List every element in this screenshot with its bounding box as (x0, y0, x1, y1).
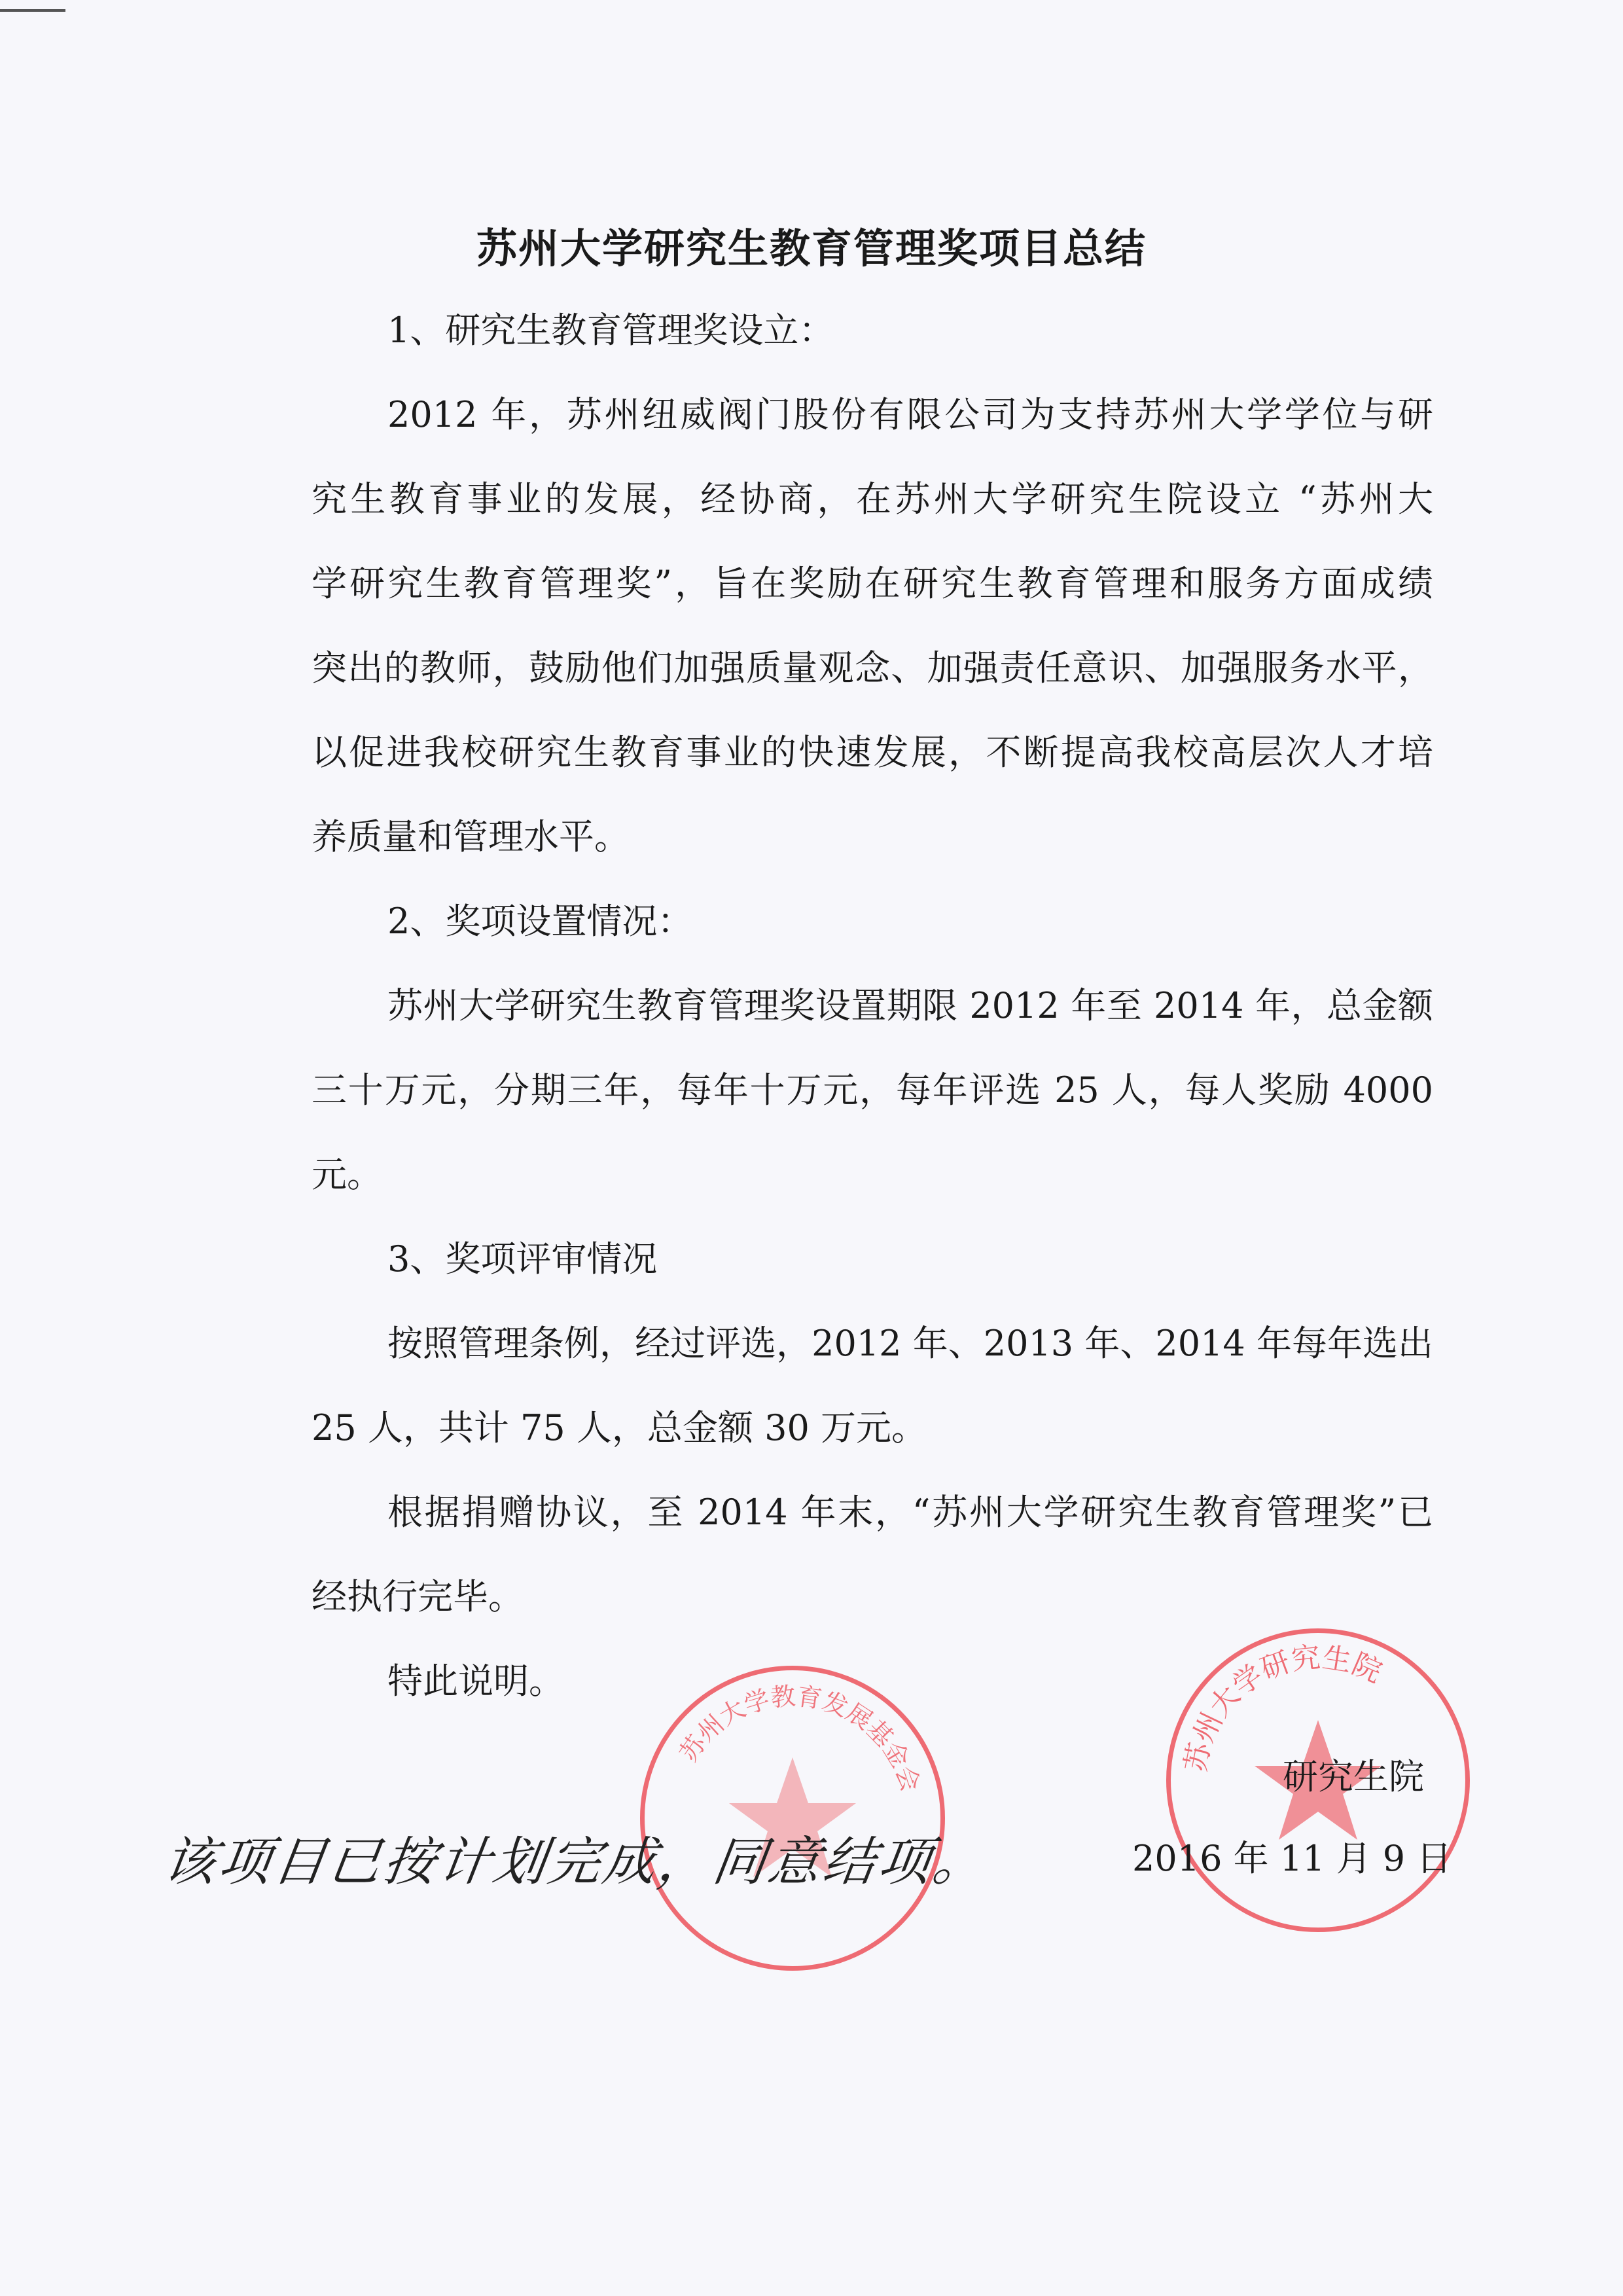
body-line: 3、奖项评审情况 (387, 1238, 658, 1280)
body-line: 2012 年，苏州纽威阀门股份有限公司为支持苏州大学学位与研 (387, 394, 1433, 435)
scan-edge-mark (0, 9, 65, 12)
issuing-organization: 研究生院 (1283, 1756, 1424, 1797)
signature-date: 2016 年 11 月 9 日 (1132, 1838, 1452, 1879)
body-line: 25 人，共计 75 人，总金额 30 万元。 (312, 1407, 927, 1448)
body-line: 究生教育事业的发展，经协商，在苏州大学研究生院设立 “苏州大 (312, 478, 1433, 520)
body-line: 元。 (312, 1154, 382, 1195)
body-line: 以促进我校研究生教育事业的快速发展，不断提高我校高层次人才培 (312, 732, 1433, 773)
body-line: 突出的教师，鼓励他们加强质量观念、加强责任意识、加强服务水平， (312, 647, 1433, 689)
body-line: 按照管理条例，经过评选，2012 年、2013 年、2014 年每年选出 (387, 1323, 1433, 1364)
body-line: 三十万元，分期三年，每年十万元，每年评选 25 人，每人奖励 4000 (312, 1069, 1433, 1111)
body-line: 苏州大学研究生教育管理奖设置期限 2012 年至 2014 年，总金额 (387, 985, 1433, 1026)
graduate-school-seal-lettering: 苏州大学研究生院 (1179, 1640, 1387, 1775)
body-line: 2、奖项设置情况： (387, 901, 693, 942)
body-line: 养质量和管理水平。 (312, 816, 630, 857)
body-line: 学研究生教育管理奖”，旨在奖励在研究生教育管理和服务方面成绩 (312, 563, 1433, 604)
star-icon (640, 1666, 945, 1971)
handwritten-approval-note: 该项目已按计划完成，同意结项。 (159, 1831, 993, 1892)
body-line: 经执行完毕。 (312, 1576, 524, 1617)
body-line: 特此说明。 (387, 1660, 564, 1702)
document-title: 苏州大学研究生教育管理奖项目总结 (476, 224, 1147, 272)
foundation-seal (640, 1666, 945, 1971)
foundation-seal-lettering: 苏州大学教育发展基金会 (673, 1681, 925, 1795)
body-line: 1、研究生教育管理奖设立： (387, 310, 834, 351)
body-line: 根据捐赠协议，至 2014 年末，“苏州大学研究生教育管理奖”已 (387, 1492, 1433, 1533)
